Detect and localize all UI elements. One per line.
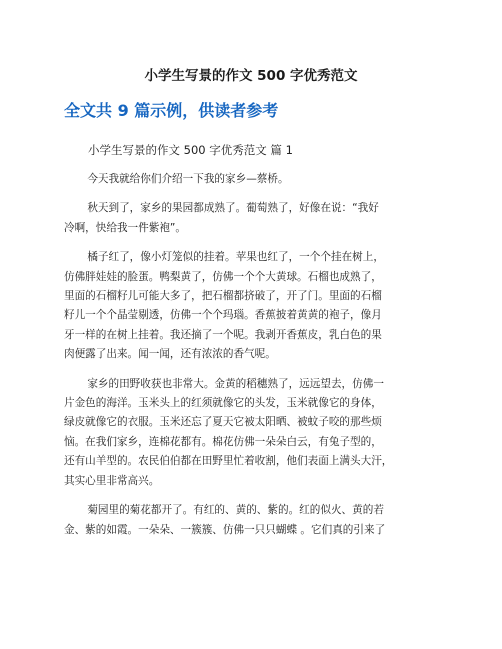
paragraph [64,170,444,189]
paragraph [64,375,444,491]
text-line: 橘子红了，像小灯笼似的挂着。苹果也红了，一个个挂在树上， [87,251,384,264]
text-line: 牙一样的在树上挂着。我还摘了一个呢。我剥开香蕉皮，乳白色的果 [64,328,382,341]
text-line: 里面的石榴籽儿可能大多了，把石榴都挤破了，开了门。里面的石榴 [64,290,382,303]
document-title: 小学生写景的作文 500 字优秀范文 [144,68,358,84]
text-line: 今天我就给你们介绍一下我的家乡—蔡桥。 [87,173,289,185]
text-line: 片金色的海洋。玉米头上的红须就像它的头发，玉米就像它的身体， [64,397,382,410]
text-line: 家乡的田野收获也非常大。金黄的稻穗熟了，远远望去，仿佛一 [87,377,384,390]
text-line: 秋天到了，家乡的果园都成熟了。葡萄熟了，好像在说：“我好 [87,202,379,215]
text-line: 绿皮就像它的衣服。玉米还忘了夏天它被太阳晒、被蚊子咬的那些烦 [64,416,382,429]
text-line: 菊园里的菊花都开了。有红的、黄的、紫的。红的似火、黄的若 [87,504,384,517]
text-line: 仿佛胖娃娃的脸蛋。鸭梨黄了，仿佛一个个大黄球。石榴也成熟了， [64,270,382,283]
article-body [64,170,444,550]
paragraph [64,248,444,364]
paragraph [64,501,444,540]
paragraph [64,199,444,238]
text-line: 还有山羊型的。农民伯伯都在田野里忙着收割，他们表面上满头大汗， [64,455,393,468]
example-count-banner: 全文共 9 篇示例，供读者参考 [64,101,279,120]
text-line: 金、紫的如霞。一朵朵、一簇簇、仿佛一只只蝴蝶 。它们真的引来了 [64,523,386,536]
text-line: 肉便露了出来。闻一闻，还有浓浓的香气呢。 [64,348,276,361]
text-line: 籽儿一个个晶莹剔透，仿佛一个个玛瑙。香蕉披着黄黄的袍子，像月 [64,309,382,322]
article-heading: 小学生写景的作文 500 字优秀范文 篇 1 [88,143,293,157]
text-line: 冷啊，快给我一件紫袍”。 [64,221,187,234]
text-line: 恼。在我们家乡，连棉花都有。棉花仿佛一朵朵白云，有兔子型的， [64,435,382,448]
text-line: 其实心里非常高兴。 [64,474,160,487]
